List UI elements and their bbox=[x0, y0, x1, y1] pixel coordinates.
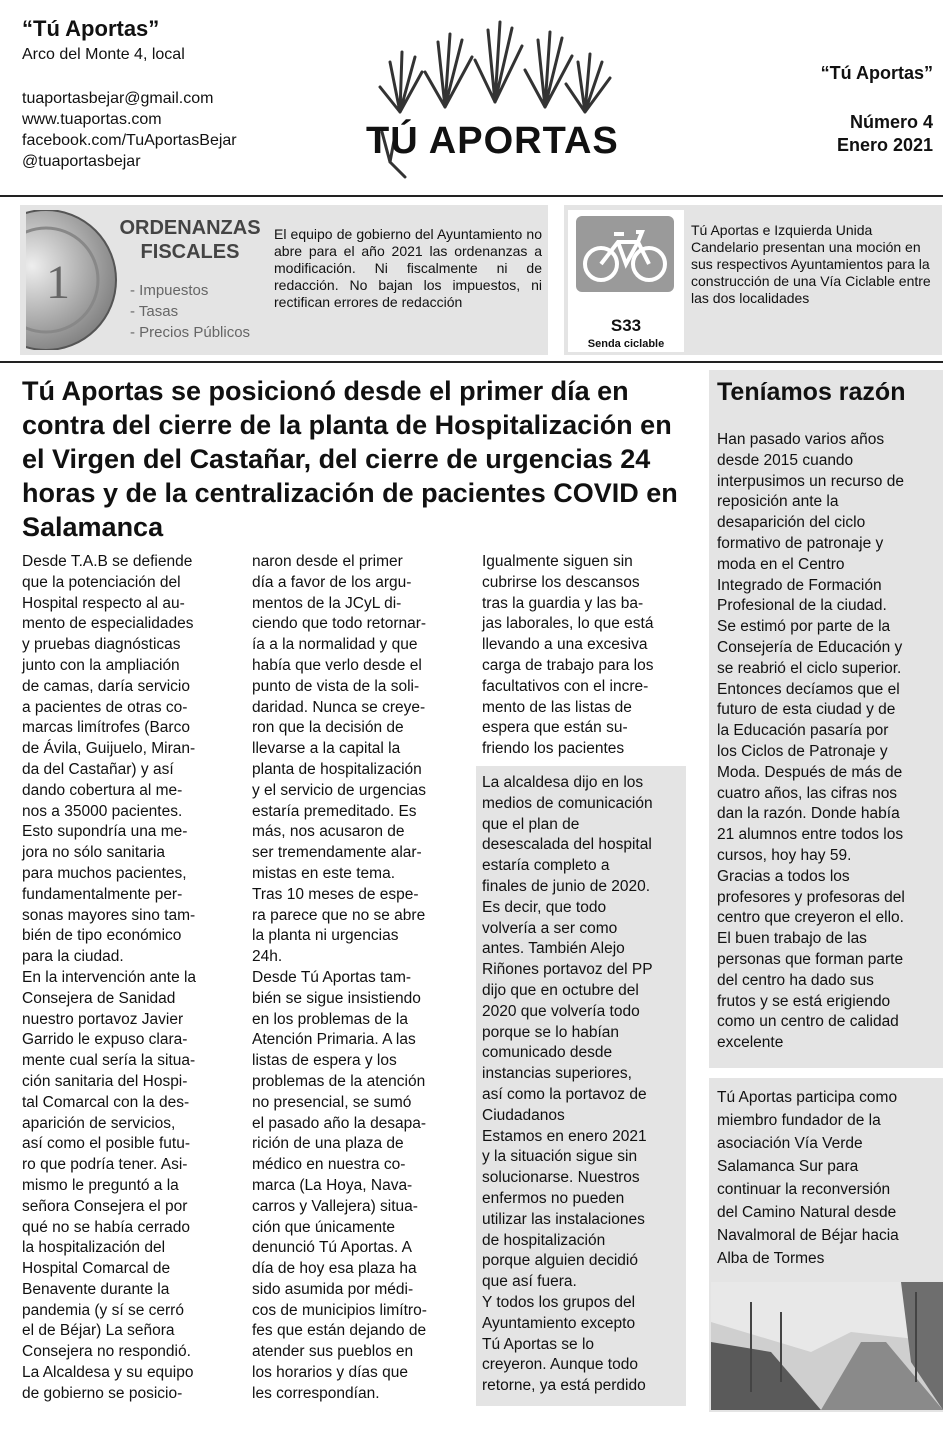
header-divider bbox=[0, 195, 943, 197]
coin-icon bbox=[26, 210, 120, 350]
contact-facebook: facebook.com/TuAportasBejar bbox=[22, 132, 237, 149]
svg-text:1: 1 bbox=[46, 256, 70, 309]
publication-address: Arco del Monte 4, local bbox=[22, 46, 185, 63]
article-highlight-text: La alcaldesa dijo en los medios de comunicación que el plan de desescalada del hospital estaría completo a finales de junio de 2020. Es decir, que todo volvería a ser como antes. También Alejo Riñones portavoz del PP dijo que en octubre del 2020 que volvería todo porque se lo habían comunicado desde instancias superiores, así como la portavoz de Ciudadanos Estamos en enero 2021 y la situación sigue sin solucionarse. Nuestros enfermos no pueden utilizar las instalaciones de hospitalización porque alguien decidió que así fuera. Y todos los grupos del Ayuntamiento excepto Tú Aportas se lo creyeron. Aunque todo retorne, ya está perdido bbox=[482, 774, 653, 1395]
sign-label: Senda ciclable bbox=[587, 338, 665, 350]
contact-twitter: @tuaportasbejar bbox=[22, 153, 141, 170]
logo-text: TÚ APORTAS bbox=[366, 120, 619, 162]
issue-number: Número 4 bbox=[849, 112, 933, 132]
article-column-2: naron desde el primer día a favor de los argu- mentos de la JCyL di- ciendo que todo retornar- ía a la normalidad y que había que verlo desde el punto de vista de la soli- daridad. Nunca se creye- ron que la decisión de llevarse a la capital la planta de hospitalización y el servicio de urgencias estaría premeditado. Es más, nos acusaron de ser tremendamente alar- mistas en este tema. Tras 10 meses de espe- ra parece que no se abre la planta ni urgencias 24h. Desde Tú Aportas tam- bién se sigue insistiendo en los problemas de la Atención Primaria. A las listas de espera y los problemas de la atención no presencial, se sumó el pasado año la desapa- rición de una plaza de médico en nuestra co- marca (La Hoya, Nava- carros y Vallejera) situa- ción que únicamente denunció Tú Aportas. A día de hoy esa plaza ha sido asumida por médi- cos de municipios limítro- fes que están dejando de atender sus pueblos en los horarios y días que les correspondían. bbox=[252, 553, 427, 1402]
sidebar-text-via-verde: Tú Aportas participa como miembro fundador de la asociación Vía Verde Salamanca Sur para continuar la reconversión del Camino Natural desde Navalmoral de Béjar hacia Alba de Tormes bbox=[717, 1089, 899, 1267]
article-column-1: Desde T.A.B se defiende que la potenciación del Hospital respecto al au- mento de especialidades y pruebas diagnósticas junto con la ampliación de camas, daría servicio a pacientes de otras co- marcas limítrofes (Barco de Ávila, Guijuelo, Miran- da del Castañar) y así dando cobertura al me- nos a 35000 pacientes. Esto supondría una me- jora no sólo sanitaria para muchos pacientes, fundamentalmente per- sonas mayores sino tam- bién de tipo económico para la ciudad. En la intervención ante la Consejera de Sanidad nuestro portavoz Javier Garrido le expuso clara- mente cual sería la situa- ción sanitaria del Hospi- tal Comarcal con la des- aparición de servicios, así como el posible futu- ro que podría tener. Asi- mismo le preguntó a la señora Consejera el por qué no se había cerrado la hospitalización del Hospital Comarcal de Benavente durante la pandemia (y sí se cerró el de Béjar) La señora Consejera no respondió. La Alcaldesa y su equipo de gobierno se posicio- bbox=[22, 553, 197, 1402]
bicycle-icon bbox=[576, 216, 674, 292]
contact-email: tuaportasbejar@gmail.com bbox=[22, 90, 214, 107]
list-item: - Tasas bbox=[130, 303, 179, 320]
ordenanzas-list bbox=[130, 280, 250, 343]
sidebar-text-razon: Han pasado varios años desde 2015 cuando interpusimos un recurso de reposición ante la desaparición del ciclo formativo de patronaje y moda en el Centro Integrado de Formación Profesional de la ciudad. Se estimó por parte de la Consejería de Educación y se reabrió el ciclo superior. Entonces decíamos que el futuro de esta ciudad y de la Educación pasaría por los Ciclos de Patronaje y Moda. Después de más de cuatro años, las cifras nos dan la razón. Donde había 21 alumnos entre todos los cursos, hoy hay 59. Gracias a todos los profesores y profesoras del centro que creyeron el ello. El buen trabajo de las personas que forman parte del centro ha dado sus frutos y se está erigiendo como un centro de calidad excelente bbox=[717, 431, 905, 1052]
via-ciclable-text: Tú Aportas e Izquierda Unida Candelario presentan una moción en sus respectivos Ayuntamientos para la construcción de una Vía Ciclable entre las dos localidades bbox=[691, 222, 931, 306]
issue-date: Enero 2021 bbox=[836, 135, 933, 155]
issue-info bbox=[821, 62, 933, 157]
list-item: - Precios Públicos bbox=[130, 324, 251, 341]
sign-code: S33 bbox=[610, 316, 642, 335]
sidebar-title: Teníamos razón bbox=[717, 378, 906, 406]
ordenanzas-title: ORDENANZAS FISCALES bbox=[119, 217, 261, 263]
publication-name-right: “Tú Aportas” bbox=[820, 63, 933, 83]
raised-hands-icon bbox=[360, 12, 620, 192]
ordenanzas-text: El equipo de gobierno del Ayuntamiento no abre para el año 2021 las ordenanzas a modificación. Ni fiscalmente ni de redacción. No bajan los impuestos, ni rectifican errores de redacción bbox=[274, 226, 542, 310]
contact-website: www.tuaportas.com bbox=[22, 111, 162, 128]
bike-sign bbox=[568, 210, 684, 352]
article-headline: Tú Aportas se posicionó desde el primer día en contra del cierre de la planta de Hospitalización en el Virgen del Castañar, del cierre de urgencias 24 horas y de la centralización de pacientes COVID en Salamanca bbox=[22, 376, 678, 542]
path-photo bbox=[711, 1282, 943, 1410]
boxes-divider bbox=[0, 361, 943, 363]
contact-list bbox=[22, 88, 237, 172]
article-column-3: Igualmente siguen sin cubrirse los descansos tras la guardia y las ba- jas laborales, lo que está llevando a una excesiva carga de trabajo para los facultativos con el incre- mento de las listas de espera que están su- friendo los pacientes bbox=[482, 553, 654, 758]
list-item: - Impuestos bbox=[130, 282, 209, 299]
publication-name: “Tú Aportas” bbox=[22, 16, 160, 41]
logo bbox=[360, 12, 620, 192]
